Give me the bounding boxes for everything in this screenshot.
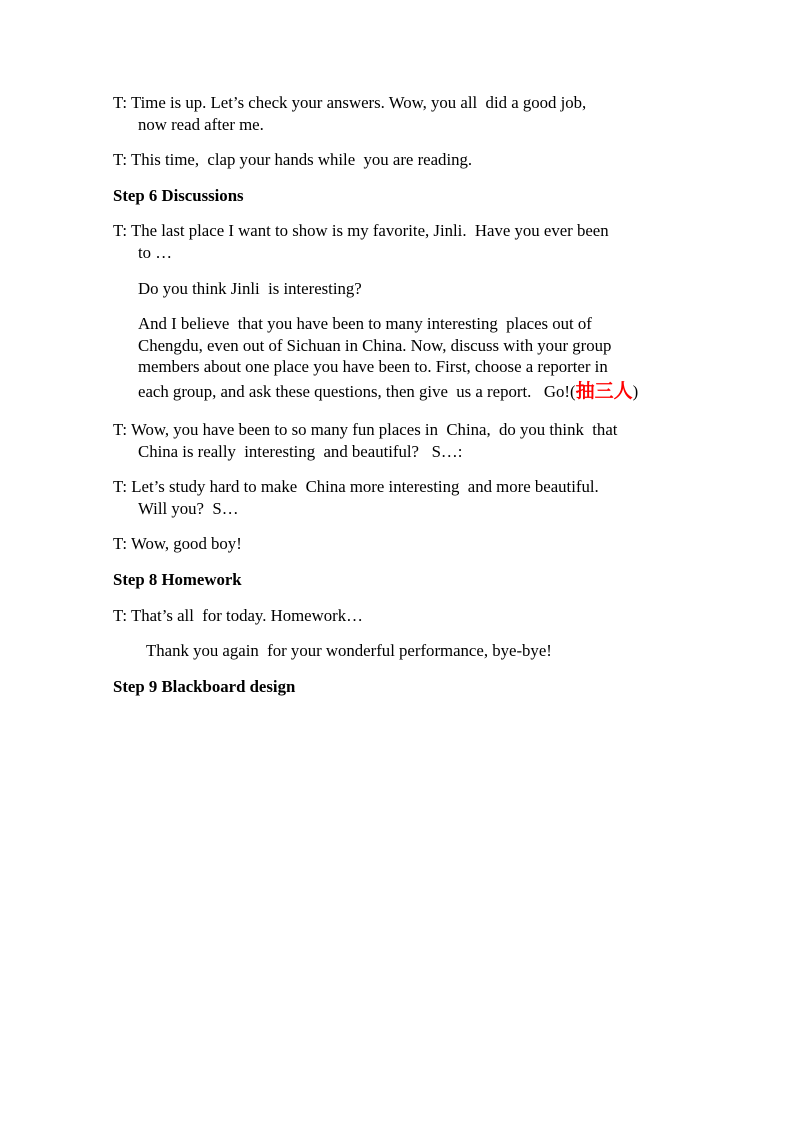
text-line	[138, 441, 699, 463]
text-run: Thank you again for your wonderful performance, bye-bye!	[146, 641, 552, 661]
text-line	[113, 533, 699, 555]
text-run: )	[632, 381, 639, 401]
step-heading	[113, 676, 699, 698]
red-annotation: 抽三人	[575, 380, 633, 402]
text-line	[113, 185, 699, 207]
paragraph	[113, 476, 699, 519]
step-heading	[113, 185, 699, 207]
text-line	[113, 569, 699, 591]
text-line	[113, 476, 699, 498]
text-line	[138, 114, 699, 136]
text-run: China is really interesting and beautiful? S…:	[138, 441, 463, 461]
text-run: Step 6 Discussions	[113, 185, 244, 205]
text-run: Do you think Jinli is interesting?	[138, 278, 362, 298]
text-line	[138, 356, 699, 378]
text-run: members about one place you have been to. First, choose a reporter in	[138, 357, 608, 377]
text-run: to …	[138, 242, 173, 262]
text-run: each group, and ask these questions, then give us a report. Go!(	[138, 381, 576, 401]
text-line	[138, 278, 699, 300]
text-line	[138, 498, 699, 520]
text-line	[138, 313, 699, 335]
text-run: Step 8 Homework	[113, 569, 242, 589]
paragraph	[113, 419, 699, 462]
text-run: T: Wow, good boy!	[113, 534, 242, 554]
paragraph	[113, 220, 699, 263]
text-line	[146, 640, 699, 662]
text-line	[113, 419, 699, 441]
paragraph	[113, 313, 699, 405]
text-run: T: Time is up. Let’s check your answers. Wow, you all did a good job,	[113, 93, 587, 112]
text-run: T: That’s all for today. Homework…	[113, 605, 363, 625]
step-heading	[113, 569, 699, 591]
text-line	[113, 92, 699, 114]
text-line	[113, 149, 699, 171]
text-run: T: Let’s study hard to make China more interesting and more beautiful.	[113, 477, 599, 497]
text-run: T: This time, clap your hands while you are reading.	[113, 150, 473, 170]
paragraph	[113, 605, 699, 627]
paragraph	[113, 92, 699, 135]
text-line	[113, 605, 699, 627]
text-run: now read after me.	[138, 114, 264, 134]
paragraph	[113, 278, 699, 300]
paragraph	[113, 640, 699, 662]
text-run: Chengdu, even out of Sichuan in China. Now, discuss with your group	[138, 335, 612, 355]
text-run: And I believe that you have been to many interesting places out of	[138, 314, 592, 334]
text-run: Will you? S…	[138, 498, 239, 518]
text-run: T: Wow, you have been to so many fun places in China, do you think that	[113, 419, 618, 439]
text-run: Step 9 Blackboard design	[113, 676, 296, 696]
text-run: T: The last place I want to show is my favorite, Jinli. Have you ever been	[113, 221, 609, 241]
paragraph	[113, 533, 699, 555]
text-line	[113, 220, 699, 242]
text-line	[138, 378, 699, 405]
text-line	[138, 242, 699, 264]
text-line	[113, 676, 699, 698]
document-content	[113, 92, 699, 711]
paragraph	[113, 149, 699, 171]
text-line	[138, 335, 699, 357]
